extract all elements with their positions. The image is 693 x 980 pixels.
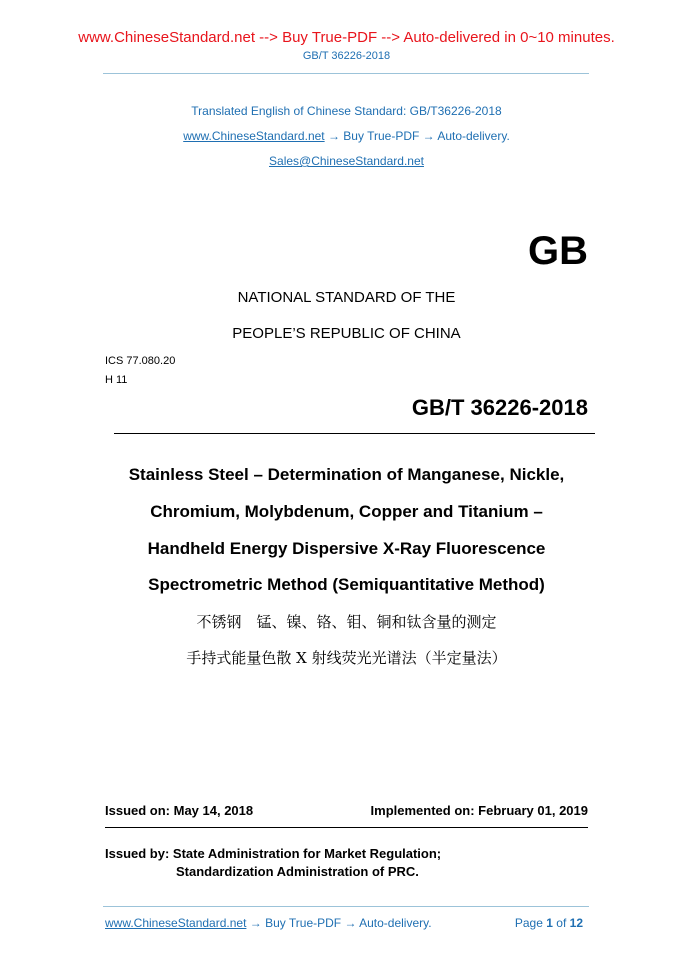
page-label: Page [514,916,543,930]
implemented-on-date: Implemented on: February 01, 2019 [370,803,588,818]
promo-line2-rest: → Buy True-PDF → Auto-delivery. [324,129,510,143]
title-line-1: Stainless Steel – Determination of Manganese, Nickle, [128,465,565,484]
standard-number-rule [114,433,595,434]
ics-code: ICS 77.080.20 [105,355,176,367]
chinese-title-line-1: 不锈钢 锰、镍、铬、钼、铜和钛含量的测定 [196,613,497,631]
title-line-3: Handheld Energy Dispersive X-Ray Fluorescence [147,539,546,558]
issued-by [105,846,441,861]
page-total: 12 [569,916,583,930]
page-of: of [556,916,567,930]
issued-by-line2: Standardization Administration of PRC. [176,864,419,879]
footer-promo-rest: → Buy True-PDF → Auto-delivery. [246,916,432,930]
promo-site-link[interactable]: www.ChineseStandard.net [183,129,325,143]
promo-email-link[interactable]: Sales@ChineseStandard.net [269,154,424,168]
header-doc-code: GB/T 36226-2018 [302,50,391,62]
promo-line2 [0,129,693,143]
dates-rule [105,827,588,828]
footer-promo [105,916,432,930]
promo-line1: Translated English of Chinese Standard: GB/T36226-2018 [191,104,502,118]
footer-divider [103,906,589,907]
title-line-2: Chromium, Molybdenum, Copper and Titanium – [150,502,543,521]
classification-code: H 11 [105,374,128,386]
national-standard-line2: PEOPLE’S REPUBLIC OF CHINA [232,325,461,342]
footer-site-link[interactable]: www.ChineseStandard.net [105,916,247,930]
issued-by-line1: State Administration for Market Regulation; [172,846,442,861]
chinese-title-line-2: 手持式能量色散 X 射线荧光光谱法（半定量法） [186,649,507,667]
title-line-4: Spectrometric Method (Semiquantitative Method) [148,575,545,594]
header-banner[interactable]: www.ChineseStandard.net --> Buy True-PDF --> Auto-delivered in 0~10 minutes. [78,29,615,46]
header-divider [103,73,589,74]
issued-by-label: Issued by: [105,846,173,861]
page-current: 1 [546,916,553,930]
issued-on-date: Issued on: May 14, 2018 [105,803,254,818]
gb-mark: GB [528,229,588,273]
standard-number: GB/T 36226-2018 [411,395,588,420]
page-indicator [515,916,583,930]
national-standard-line1: NATIONAL STANDARD OF THE [237,289,456,306]
